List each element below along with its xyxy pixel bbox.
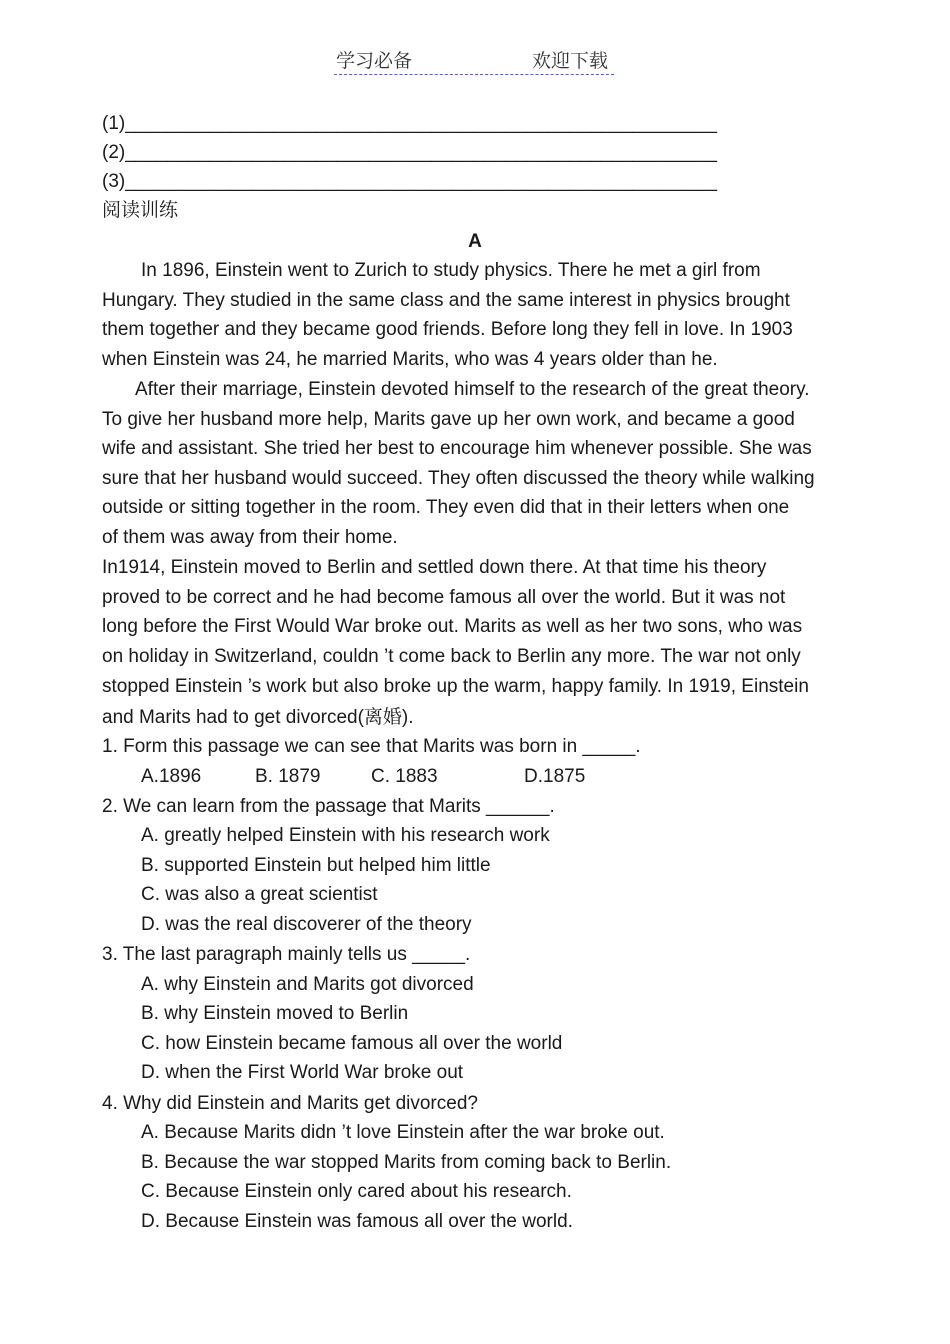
passage-line: After their marriage, Einstein devoted himself to the research of the great theory. <box>135 379 810 400</box>
passage-line: long before the First Would War broke out. Marits as well as her two sons, who was <box>102 616 803 637</box>
question-2-option-d: D. was the real discoverer of the theory <box>141 914 472 935</box>
passage-line: sure that her husband would succeed. They often discussed the theory while walking <box>102 468 815 489</box>
passage-line: of them was away from their home. <box>102 527 398 548</box>
passage-line: proved to be correct and he had become famous all over the world. But it was not <box>102 587 786 608</box>
section-title: 阅读训练 <box>102 199 179 221</box>
answer-blank-2: (2)________________________________________________________ <box>102 142 717 163</box>
question-4-stem: 4. Why did Einstein and Marits get divorced? <box>102 1093 478 1114</box>
question-3-option-a: A. why Einstein and Marits got divorced <box>141 974 474 995</box>
passage-line: them together and they became good friends. Before long they fell in love. In 1903 <box>102 319 793 340</box>
question-1-stem: 1. Form this passage we can see that Marits was born in _____. <box>102 736 641 757</box>
passage-line: To give her husband more help, Marits gave up her own work, and became a good <box>102 409 795 430</box>
passage-line: when Einstein was 24, he married Marits, who was 4 years older than he. <box>102 349 718 370</box>
passage-line: on holiday in Switzerland, couldn ’t come back to Berlin any more. The war not only <box>102 646 801 667</box>
question-4-option-b: B. Because the war stopped Marits from coming back to Berlin. <box>141 1152 672 1173</box>
question-4-option-d: D. Because Einstein was famous all over the world. <box>141 1211 573 1232</box>
passage-line: In 1896, Einstein went to Zurich to study physics. There he met a girl from <box>141 260 761 281</box>
question-1-option-d: D.1875 <box>524 766 586 787</box>
question-3-option-c: C. how Einstein became famous all over the world <box>141 1033 563 1054</box>
header-right-text: 欢迎下载 <box>531 50 608 72</box>
header-left-text: 学习必备 <box>336 50 413 72</box>
passage-line: Hungary. They studied in the same class and the same interest in physics brought <box>102 290 790 311</box>
question-1-option-c: C. 1883 <box>371 766 438 787</box>
question-4-option-c: C. Because Einstein only cared about his research. <box>141 1181 572 1202</box>
question-1-option-b: B. 1879 <box>255 766 321 787</box>
question-3-option-b: B. why Einstein moved to Berlin <box>141 1003 409 1024</box>
passage-line: wife and assistant. She tried her best to encourage him whenever possible. She was <box>102 438 812 459</box>
question-3-option-d: D. when the First World War broke out <box>141 1062 464 1083</box>
passage-line: stopped Einstein ’s work but also broke up the warm, happy family. In 1919, Einstein <box>102 676 809 697</box>
question-2-option-a: A. greatly helped Einstein with his research work <box>141 825 550 846</box>
passage-line: In1914, Einstein moved to Berlin and settled down there. At that time his theory <box>102 557 767 578</box>
question-2-option-b: B. supported Einstein but helped him little <box>141 855 491 876</box>
page-header <box>334 44 614 75</box>
passage-line: outside or sitting together in the room. They even did that in their letters when one <box>102 497 790 518</box>
passage-label: A <box>468 231 482 252</box>
question-4-option-a: A. Because Marits didn ’t love Einstein after the war broke out. <box>141 1122 665 1143</box>
question-2-stem: 2. We can learn from the passage that Marits ______. <box>102 796 555 817</box>
answer-blank-3: (3)________________________________________________________ <box>102 171 717 192</box>
question-3-stem: 3. The last paragraph mainly tells us _____. <box>102 944 471 965</box>
answer-blank-1: (1)________________________________________________________ <box>102 113 717 134</box>
question-2-option-c: C. was also a great scientist <box>141 884 378 905</box>
passage-line: and Marits had to get divorced(离婚). <box>102 707 414 728</box>
question-1-option-a: A.1896 <box>141 766 202 787</box>
